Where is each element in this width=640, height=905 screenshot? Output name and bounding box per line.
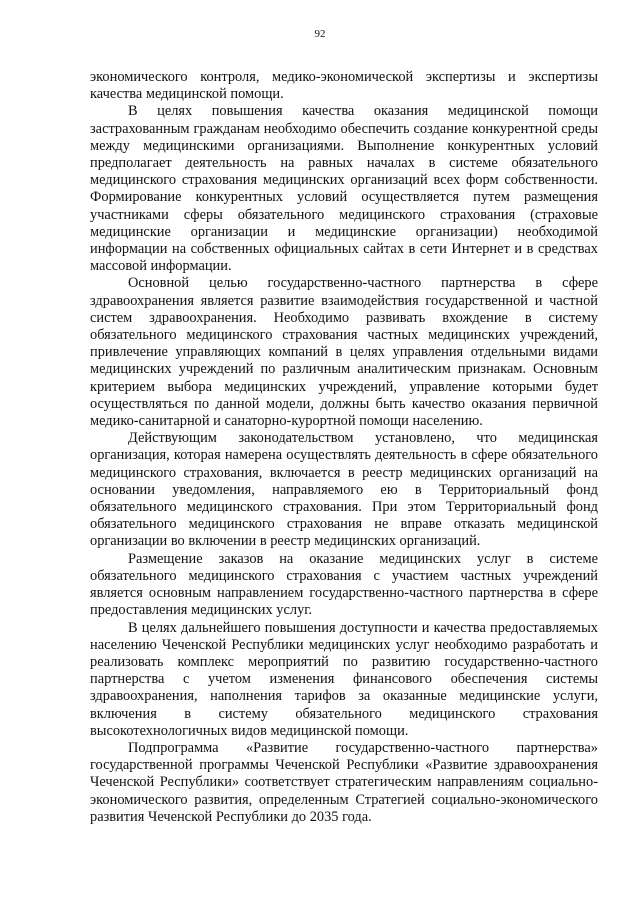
paragraph: Действующим законодательством установлено, что медицинская организация, которая намерена осуществлять деятельность в сфере обязательного медицинского страхования, включается в реестр медицинских организаций на основании уведомления, направляемого ею в Территориальный фонд обязательного медицинского страхования. При этом Территориальный фонд обязательного медицинского страхования не вправе отказать медицинской организации во включении в реестр медицинских организаций.: [90, 430, 598, 550]
paragraph: В целях дальнейшего повышения доступности и качества предоставляемых населению Чеченской Республики медицинских услуг необходимо разработать и реализовать комплекс мероприятий по развитию государственно-частного партнерства с учетом изменения финансового обеспечения системы здравоохранения, наполнения тарифов за оказанные медицинские услуги, включения в систему обязательного медицинского страхования высокотехнологичных видов медицинской помощи.: [90, 619, 598, 739]
paragraph: Основной целью государственно-частного партнерства в сфере здравоохранения является развитие взаимодействия государственной и частной систем здравоохранения. Необходимо развивать вхождение в систему обязательного медицинского страхования частных медицинских учреждений, привлечение управляющих компаний в целях управления отдельными видами медицинских учреждений по различным аналитическим признакам. Основным критерием выбора медицинских учреждений, управление которыми будет осуществляться по данной модели, должны быть качество оказания первичной медико-санитарной и санаторно-курортной помощи населению.: [90, 275, 598, 430]
document-body: [90, 69, 598, 826]
paragraph-continued: экономического контроля, медико-экономической экспертизы и экспертизы качества медицинской помощи.: [90, 69, 598, 103]
paragraph: Подпрограмма «Развитие государственно-частного партнерства» государственной программы Чеченской Республики «Развитие здравоохранения Чеченской Республики» соответствует стратегическим направлениям социально-экономического развития, определенным Стратегией социально-экономического развития Чеченской Республики до 2035 года.: [90, 739, 598, 825]
paragraph: В целях повышения качества оказания медицинской помощи застрахованным гражданам необходимо обеспечить создание конкурентной среды между медицинскими организациями. Выполнение конкурентных условий предполагает деятельность на равных началах в системе обязательного медицинского страхования медицинских организаций всех форм собственности. Формирование конкурентных условий осуществляется путем размещения участниками сферы обязательного медицинского страхования (страховые медицинские организации и медицинские организации) необходимой информации на собственных официальных сайтах в сети Интернет и в средствах массовой информации.: [90, 103, 598, 275]
paragraph: Размещение заказов на оказание медицинских услуг в системе обязательного медицинского страхования с участием частных учреждений является основным направлением государственно-частного партнерства в сфере предоставления медицинских услуг.: [90, 550, 598, 619]
page-number: 92: [314, 28, 326, 40]
